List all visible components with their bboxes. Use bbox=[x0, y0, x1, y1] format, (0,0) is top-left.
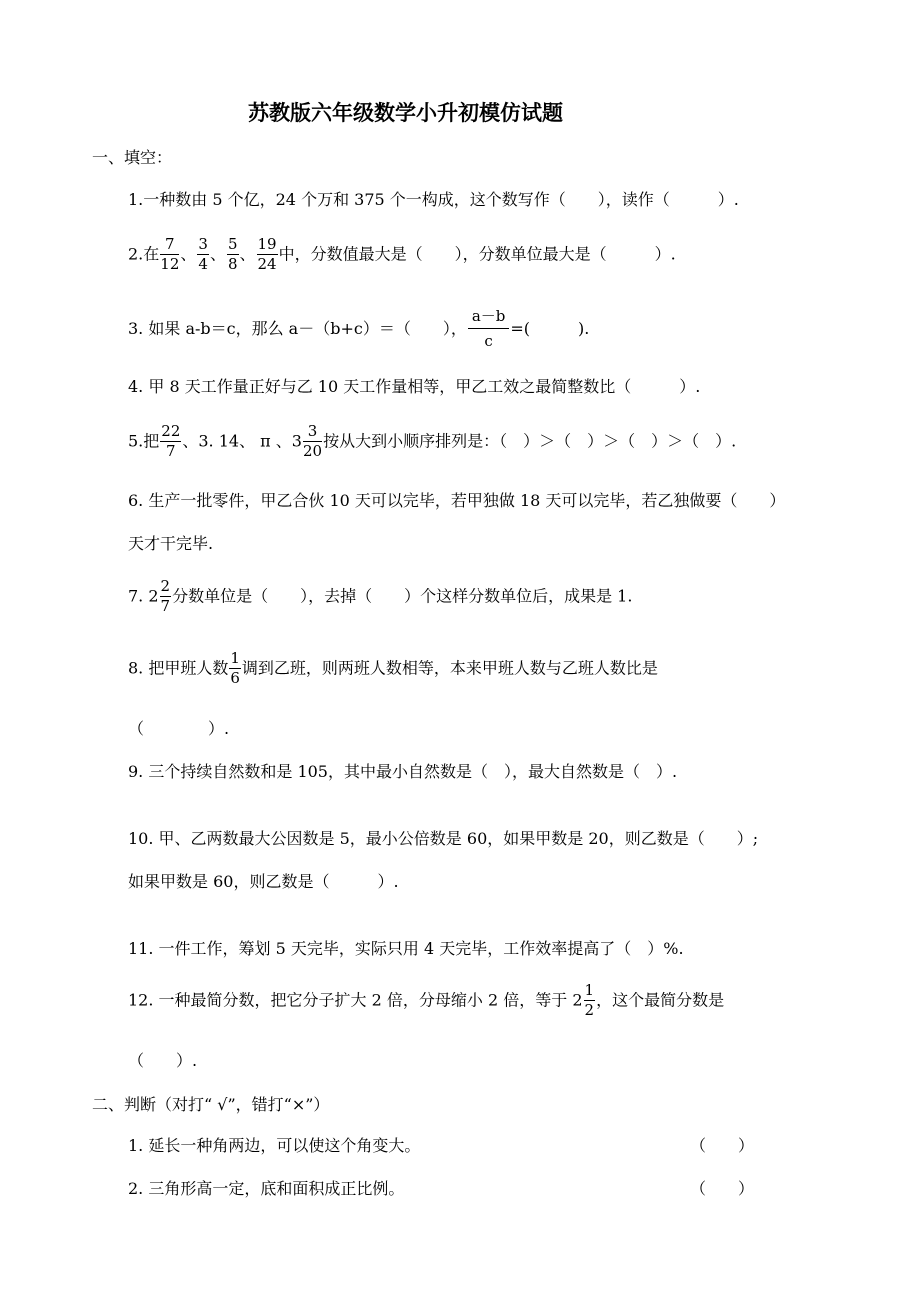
question-5 bbox=[128, 423, 736, 461]
q5-prefix: 5.把 bbox=[128, 431, 160, 451]
q2-suffix: 中，分数值最大是（ ），分数单位最大是（ ）. bbox=[278, 244, 676, 264]
q7-fraction: $\frac{2}{7}$ bbox=[160, 577, 171, 616]
section1-heading: 一、填空： bbox=[92, 148, 173, 167]
question-9: 9. 三个持续自然数和是 105，其中最小自然数是（ ），最大自然数是（ ）. bbox=[128, 762, 678, 781]
judge-item-1-text: 1. 延长一种角两边，可以使这个角变大。 bbox=[128, 1136, 421, 1155]
judge-item-1-blank: （ ） bbox=[690, 1136, 755, 1155]
question-10-line-2: 如果甲数是 60，则乙数是（ ）. bbox=[128, 872, 399, 891]
q2-fraction-4: $\frac{19}{24}$ bbox=[257, 235, 277, 274]
q5-mid: 、3. 14、 π 、3 bbox=[182, 431, 302, 451]
q7-prefix: 7. 2 bbox=[128, 586, 159, 606]
section2-heading: 二、判断（对打“ √”，错打“×”） bbox=[92, 1095, 330, 1114]
question-2: 2.在 $\frac{7}{12}$ 、 $\frac{3}{4}$ 、 $\frac{5}{8}$ 、 $\frac{19}{24}$ 中，分数值最大是（ ），分数单位最大是（ ）. bbox=[128, 235, 676, 274]
question-11: 11. 一件工作，筹划 5 天完毕，实际只用 4 天完毕，工作效率提高了（ ）%. bbox=[128, 939, 684, 958]
judge-item-2-blank: （ ） bbox=[690, 1179, 755, 1198]
question-12 bbox=[128, 982, 724, 1020]
q7-suffix: 分数单位是（ ），去掉（ ）个这样分数单位后，成果是 1. bbox=[172, 586, 633, 606]
q8-fraction: $\frac{1}{6}$ bbox=[230, 649, 240, 688]
q2-prefix: 2.在 bbox=[128, 244, 160, 264]
question-1: 1.一种数由 5 个亿，24 个万和 375 个一构成，这个数写作（ ），读作（ ）. bbox=[128, 190, 739, 209]
q2-fraction-2: $\frac{3}{4}$ bbox=[198, 235, 208, 274]
question-12-answer-blank: （ ）. bbox=[128, 1051, 198, 1070]
question-7 bbox=[128, 578, 632, 616]
question-8-answer-blank: （ ）. bbox=[128, 719, 230, 738]
q12-prefix: 12. 一种最简分数，把它分子扩大 2 倍，分母缩小 2 倍，等于 2 bbox=[128, 990, 583, 1010]
q3-prefix: 3. 如果 a-b＝c，那么 a－（b+c）＝（ ）， bbox=[128, 318, 467, 338]
q3-fraction: $\frac{a-b}{c}$ bbox=[468, 308, 510, 351]
q8-prefix: 8. 把甲班人数 bbox=[128, 658, 229, 678]
question-6-line-2: 天才干完毕. bbox=[128, 534, 214, 553]
q5-fraction-1: $\frac{22}{7}$ bbox=[161, 422, 181, 461]
q12-fraction: $\frac{1}{2}$ bbox=[584, 981, 595, 1020]
question-3 bbox=[128, 308, 589, 351]
judge-item-2-text: 2. 三角形高一定，底和面积成正比例。 bbox=[128, 1179, 405, 1198]
question-4: 4. 甲 8 天工作量正好与乙 10 天工作量相等，甲乙工效之最简整数比（ ）. bbox=[128, 377, 701, 396]
q5-suffix: 按从大到小顺序排列是：（ ）＞（ ）＞（ ）＞（ ）. bbox=[323, 431, 737, 451]
q3-suffix: =( ). bbox=[510, 318, 590, 338]
question-6-line-1: 6. 生产一批零件，甲乙合伙 10 天可以完毕，若甲独做 18 天可以完毕，若乙独做要（ ） bbox=[128, 491, 786, 510]
page-title: 苏教版六年级数学小升初模仿试题 bbox=[248, 100, 563, 125]
q12-suffix: ，这个最简分数是 bbox=[596, 990, 725, 1010]
q5-fraction-2: $\frac{3}{20}$ bbox=[302, 422, 323, 461]
question-10-line-1: 10. 甲、乙两数最大公因数是 5，最小公倍数是 60，如果甲数是 20，则乙数是（ ）; bbox=[128, 829, 759, 848]
q2-fraction-3: $\frac{5}{8}$ bbox=[227, 235, 238, 274]
q8-suffix: 调到乙班，则两班人数相等，本来甲班人数与乙班人数比是 bbox=[241, 658, 658, 678]
q2-fraction-1: $\frac{7}{12}$ bbox=[160, 235, 180, 274]
question-8 bbox=[128, 650, 658, 688]
